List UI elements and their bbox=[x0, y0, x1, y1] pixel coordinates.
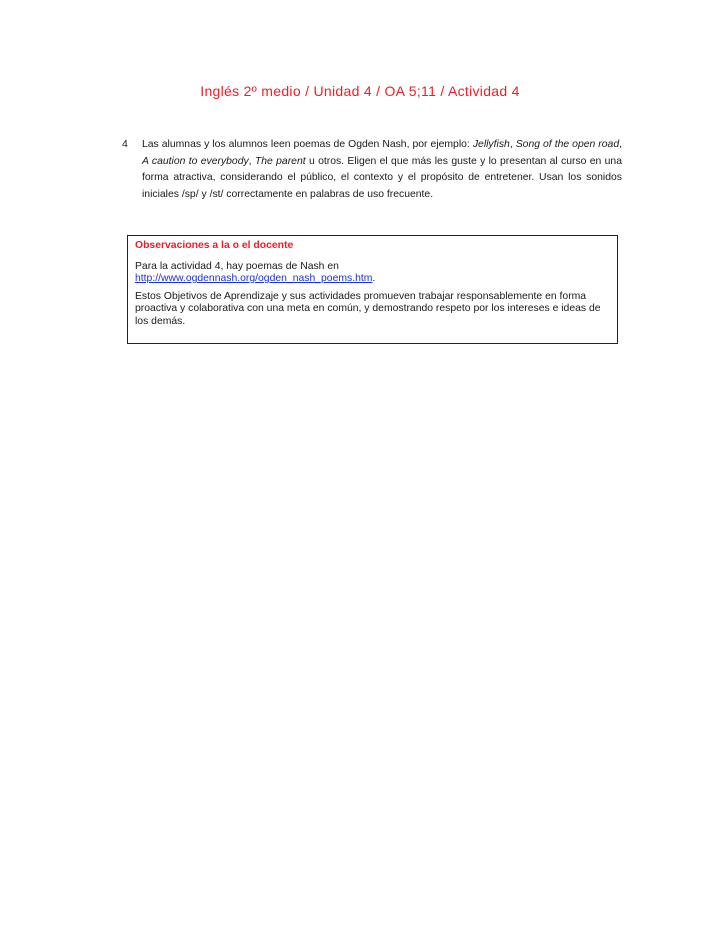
separator: , bbox=[248, 155, 255, 167]
poem-title-a-caution-to-everybody: A caution to everybody bbox=[142, 155, 249, 167]
teacher-notes-paragraph-1 bbox=[135, 261, 610, 286]
separator: , bbox=[509, 139, 516, 150]
activity-number: 4 bbox=[122, 139, 128, 150]
activity-text bbox=[142, 137, 622, 203]
teacher-notes-title: Observaciones a la o el docente bbox=[135, 240, 294, 251]
poem-title-the-parent: The parent bbox=[254, 155, 306, 167]
teacher-notes-p1-text: Para la actividad 4, hay poemas de Nash en bbox=[135, 260, 339, 272]
poem-title-song-of-the-open-road: Song of the open road bbox=[515, 139, 620, 150]
separator: , bbox=[619, 139, 622, 150]
teacher-notes-box bbox=[127, 235, 618, 344]
activity-item bbox=[122, 137, 622, 203]
nash-poems-link[interactable]: http://www.ogdennash.org/ogden_nash_poems.htm bbox=[135, 273, 373, 284]
activity-rest-text: u otros. Eligen el que más les guste y lo presentan al curso en una forma atractiva, considerando el público, el contexto y el propósito de entretener. Usan los sonidos iniciales /sp/ y /st/ correctamente en palabras de uso frecuente. bbox=[142, 155, 622, 200]
activity-intro-text: Las alumnas y los alumnos leen poemas de Ogden Nash, por ejemplo: bbox=[142, 139, 473, 150]
page-title: Inglés 2º medio / Unidad 4 / OA 5;11 / Actividad 4 bbox=[200, 83, 520, 99]
period: . bbox=[372, 273, 376, 284]
teacher-notes-paragraph-2: Estos Objetivos de Aprendizaje y sus actividades promueven trabajar responsablemente en forma proactiva y colaborativa con una meta en común, y demostrando respeto por los intereses e ideas de los demás. bbox=[135, 290, 601, 327]
poem-title-jellyfish: Jellyfish bbox=[472, 139, 510, 150]
